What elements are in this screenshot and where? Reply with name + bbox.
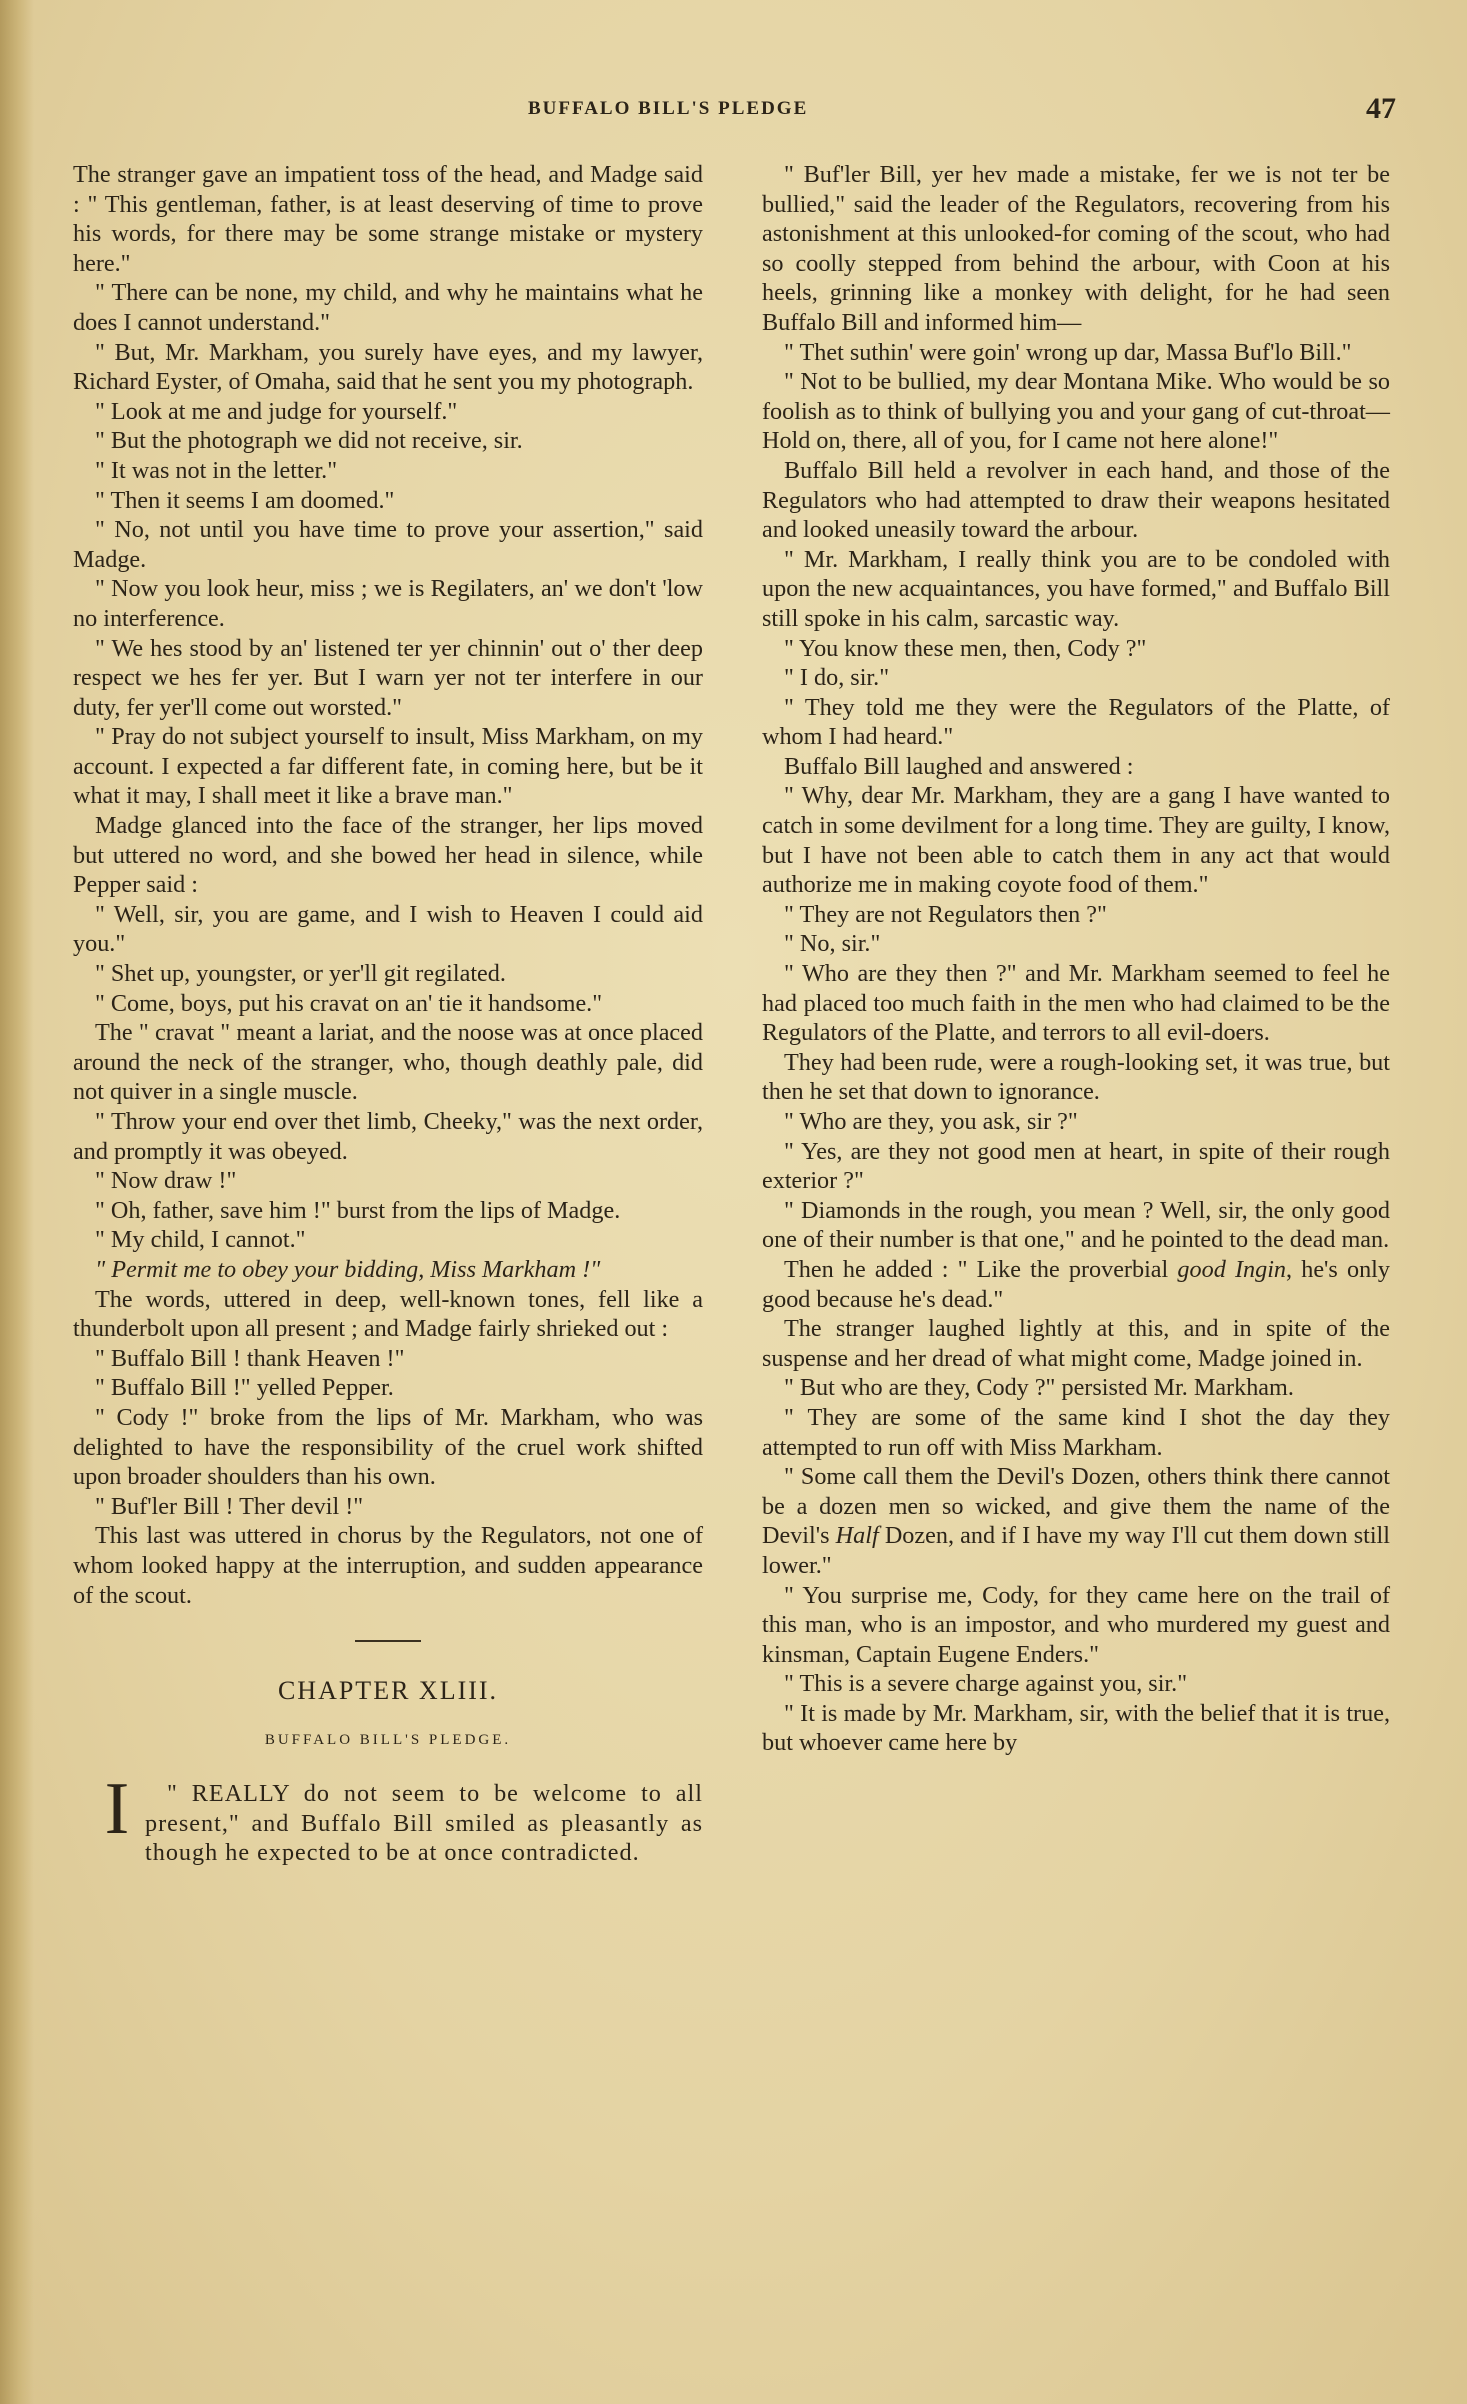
- paragraph: " My child, I cannot.": [95, 1226, 306, 1254]
- paragraph: Buffalo Bill held a revolver in each hand, and those of the Regulators who had attempted to draw their weapons hesitated and looked uneasily toward the arbour.: [762, 456, 1390, 544]
- opening-text: " REALLY do not seem to be welcome to all present," and Buffalo Bill smiled as pleasantly as though he expected to be at once contradicted.: [145, 1780, 703, 1867]
- paragraph: Madge glanced into the face of the stranger, her lips moved but uttered no word, and she bowed her head in silence, while Pepper said :: [73, 812, 703, 899]
- paragraph: " Not to be bullied, my dear Montana Mike. Who would be so foolish as to think of bullying you and your gang of cut-throat— Hold on, there, all of you, for I came not here alone!": [762, 368, 1390, 455]
- right-column: [762, 160, 1390, 1758]
- paragraph: " Now draw !": [95, 1167, 237, 1195]
- paragraph: " I do, sir.": [784, 664, 890, 692]
- paragraph: " There can be none, my child, and why he maintains what he does I cannot understand.": [73, 279, 703, 336]
- text-run: Then he added : " Like the proverbial: [784, 1255, 1178, 1283]
- paragraph: " Well, sir, you are game, and I wish to Heaven I could aid you.": [73, 900, 703, 958]
- running-title: BUFFALO BILL'S PLEDGE: [528, 98, 809, 119]
- italic-text: " Permit me to obey your bidding, Miss Markham !": [95, 1255, 601, 1283]
- paragraph: The words, uttered in deep, well-known tones, fell like a thunderbolt upon all present ; and Madge fairly shrieked out :: [73, 1285, 703, 1343]
- paragraph: " It was not in the letter.": [95, 456, 338, 484]
- paragraph: " No, not until you have time to prove your assertion," said Madge.: [73, 516, 703, 573]
- paragraph: " They told me they were the Regulators of the Platte, of whom I had heard.": [762, 693, 1390, 751]
- paragraph: " Thet suthin' were goin' wrong up dar, Massa Buf'lo Bill.": [784, 338, 1352, 366]
- paragraph: " Buffalo Bill !" yelled Pepper.: [95, 1374, 394, 1402]
- paragraph: " Now you look heur, miss ; we is Regilaters, an' we don't 'low no interference.: [73, 575, 703, 632]
- paragraph: This last was uttered in chorus by the Regulators, not one of whom looked happy at the interruption, and sudden appearance of the scout.: [73, 1522, 703, 1609]
- italic-text: good Ingin: [1177, 1255, 1287, 1283]
- text-run: , he's only good because he's dead.": [762, 1255, 1390, 1313]
- paragraph: " They are some of the same kind I shot the day they attempted to run off with Miss Markham.: [762, 1403, 1390, 1461]
- paragraph: " Pray do not subject yourself to insult, Miss Markham, on my account. I expected a far different fate, in coming here, but be it what it may, I shall meet it like a brave man.": [73, 723, 703, 810]
- paragraph-then-added: [762, 1255, 1390, 1314]
- paragraph: " Look at me and judge for yourself.": [95, 397, 458, 425]
- paragraph: " We hes stood by an' listened ter yer chinnin' out o' ther deep respect we hes fer yer. But I warn yer not ter interfere in our duty, fer yer'll come out worsted.": [73, 634, 703, 721]
- paragraph: " Why, dear Mr. Markham, they are a gang I have wanted to catch in some devilment for a long time. They are guilty, I know, but I have not been able to catch them in any act that would authorize me in making coyote food of them.": [762, 782, 1390, 899]
- text-run: " Some call them the Devil's Dozen, others think there cannot be a dozen men so wicked, and give them the name of the Devil's: [762, 1463, 1390, 1550]
- left-column: [73, 160, 703, 1868]
- paragraph: The " cravat " meant a lariat, and the noose was at once placed around the neck of the stranger, who, though deathly pale, did not quiver in a single muscle.: [73, 1019, 703, 1106]
- chapter-title: CHAPTER XLIII.: [277, 1676, 499, 1706]
- paragraph: " Who are they, you ask, sir ?": [784, 1108, 1078, 1135]
- paragraph: " Shet up, youngster, or yer'll git regilated.: [95, 960, 506, 988]
- paragraph-devils-dozen: [762, 1462, 1390, 1580]
- paragraph: " Oh, father, save him !" burst from the lips of Madge.: [95, 1196, 621, 1224]
- italic-paragraph: [73, 1255, 703, 1285]
- paragraph: " They are not Regulators then ?": [784, 900, 1107, 928]
- italic-text: Half: [835, 1522, 879, 1550]
- paragraph: They had been rude, were a rough-looking set, it was true, but then he set that down to ignorance.: [762, 1048, 1390, 1106]
- paragraph: " It is made by Mr. Markham, sir, with the belief that it is true, but whoever came here by: [762, 1699, 1390, 1757]
- paragraph: " But the photograph we did not receive, sir.: [95, 427, 523, 455]
- paragraph: " But who are they, Cody ?" persisted Mr. Markham.: [784, 1374, 1294, 1402]
- chapter-opening-paragraph: [73, 1768, 703, 1868]
- paragraph: " You know these men, then, Cody ?": [784, 634, 1147, 662]
- paragraph: " Cody !" broke from the lips of Mr. Markham, who was delighted to have the responsibility of the cruel work shifted upon broader shoulders than his own.: [73, 1403, 703, 1491]
- paragraph: " You surprise me, Cody, for they came here on the trail of this man, who is an impostor, and who murdered my guest and kinsman, Captain Eugene Enders.": [762, 1581, 1390, 1668]
- paragraph: " Yes, are they not good men at heart, in spite of their rough exterior ?": [762, 1137, 1390, 1195]
- paragraph: " No, sir.": [784, 930, 881, 958]
- text-run: Dozen, and if I have my way I'll cut them down still lower.": [762, 1522, 1390, 1579]
- paragraph: " Buffalo Bill ! thank Heaven !": [95, 1344, 405, 1372]
- page-number: 47: [1366, 92, 1396, 125]
- drop-cap: I: [104, 1768, 130, 1851]
- paragraph: " Who are they then ?" and Mr. Markham seemed to feel he had placed too much faith in the men who had claimed to be the Regulators of the Platte, and terrors to all evil-doers.: [762, 960, 1390, 1047]
- paragraph: " Buf'ler Bill ! Ther devil !": [95, 1492, 364, 1520]
- page-header: [60, 92, 1400, 126]
- chapter-subtitle: BUFFALO BILL'S PLEDGE.: [264, 1731, 512, 1748]
- paragraph: " This is a severe charge against you, sir.": [784, 1670, 1188, 1698]
- paragraph: The stranger laughed lightly at this, and in spite of the suspense and her dread of what might come, Madge joined in.: [762, 1315, 1390, 1372]
- paragraph: " Diamonds in the rough, you mean ? Well, sir, the only good one of their number is that one," and he pointed to the dead man.: [762, 1196, 1390, 1254]
- section-divider: [355, 1640, 421, 1642]
- paragraph: " Come, boys, put his cravat on an' tie it handsome.": [95, 989, 603, 1017]
- page-spine-shadow: [0, 0, 34, 2404]
- paragraph: The stranger gave an impatient toss of the head, and Madge said : " This gentleman, father, is at least deserving of time to prove his words, for there may be some strange mistake or mystery here.": [73, 161, 703, 277]
- paragraph: " Then it seems I am doomed.": [95, 486, 395, 514]
- paragraph: Buffalo Bill laughed and answered :: [784, 752, 1134, 780]
- paragraph: " Mr. Markham, I really think you are to be condoled with upon the new acquaintances, you have formed," and Buffalo Bill still spoke in his calm, sarcastic way.: [762, 545, 1390, 632]
- paragraph: " Throw your end over thet limb, Cheeky," was the next order, and promptly it was obeyed.: [73, 1108, 703, 1165]
- paragraph: " Buf'ler Bill, yer hev made a mistake, fer we is not ter be bullied," said the leader of the Regulators, recovering from his astonishment at this unlooked-for coming of the scout, who had so coolly stepped from behind the arbour, with Coon at his heels, grinning like a monkey with delight, for he had seen Buffalo Bill and informed him—: [762, 161, 1390, 336]
- paragraph: " But, Mr. Markham, you surely have eyes, and my lawyer, Richard Eyster, of Omaha, said that he sent you my photograph.: [73, 338, 703, 396]
